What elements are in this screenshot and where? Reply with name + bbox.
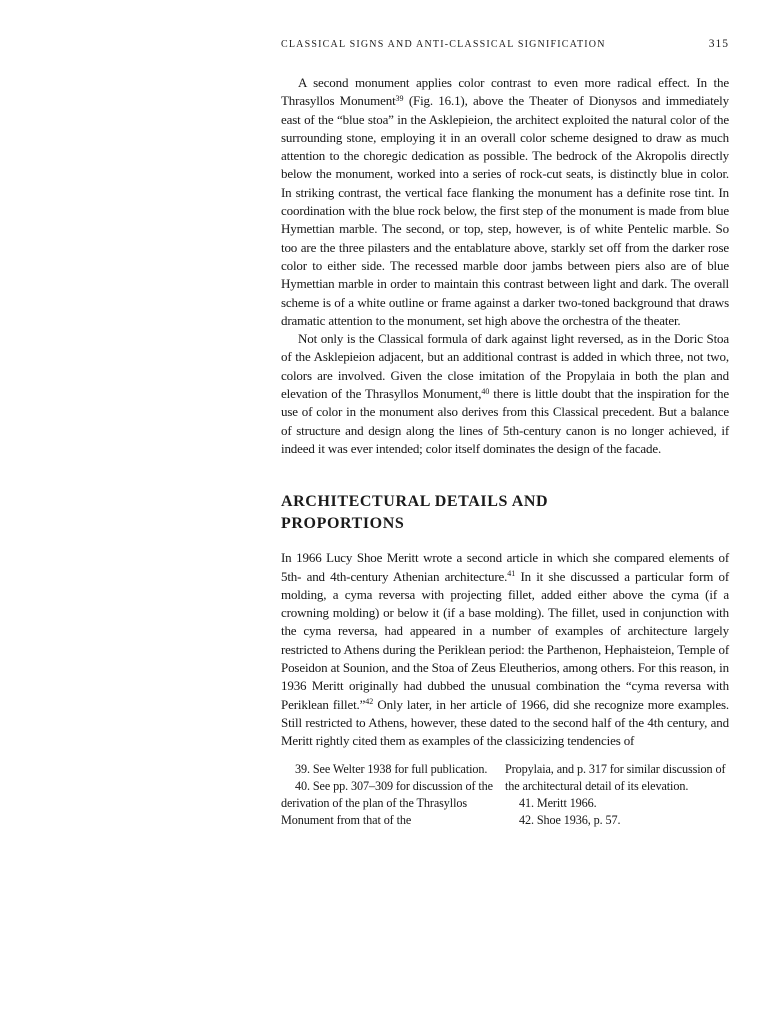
footnote-ref-41: 41 [507, 569, 516, 579]
text-run: In 1966 Lucy Shoe Meritt wrote a second article in which she compared elements of 5th- and 4th-century Athenian architecture. [281, 550, 729, 584]
footnote-ref-40: 40 [481, 386, 490, 396]
running-header [281, 38, 729, 50]
footnote-left-note-1: 39. See Welter 1938 for full publication. [295, 761, 488, 776]
para-thrasyllos-monument [281, 74, 729, 330]
footnote-right-note-2: 41. Meritt 1966. [519, 795, 597, 810]
text-run: A second monument applies color contrast to even more radical effect. In the Thrasyllos Monument [281, 75, 729, 109]
section-paragraphs [281, 549, 729, 750]
para-classical-formula [281, 330, 729, 458]
text-run: there is little doubt that the inspiration for the use of color in the monument also derives from this Classical precedent. But a balance of structure and design along the lines of 5th-century canon is no longer achieved, if indeed it was ever intended; color itself dominates the design of the facade. [281, 386, 729, 456]
footnote-left-note-2: 40. See pp. 307–309 for discussion of the derivation of the plan of the Thrasyllos Monument from that of the [281, 778, 493, 827]
footnotes-right-column [505, 761, 729, 829]
section-heading-line-1: ARCHITECTURAL DETAILS AND [281, 493, 549, 511]
text-run: Only later, in her article of 1966, did she recognize more examples. Still restricted to Athens, however, these dated to the second half of the 4th century, and Meritt rightly cited them as examples of the classicizing tendencies of [281, 696, 729, 749]
footnote-ref-42: 42 [365, 697, 374, 707]
para-meritt-article [281, 549, 729, 750]
section-heading [281, 491, 729, 534]
footnotes [281, 761, 729, 829]
footnote-right-note-3: 42. Shoe 1936, p. 57. [519, 812, 621, 827]
section-heading-line-2: PROPORTIONS [281, 514, 405, 532]
footnotes-left-column [281, 761, 493, 829]
footnote-right-note-1: Propylaia, and p. 317 for similar discussion of the architectural detail of its elevation. [505, 761, 726, 793]
intro-paragraphs [281, 74, 729, 458]
running-title: CLASSICAL SIGNS AND ANTI-CLASSICAL SIGNIFICATION [281, 39, 606, 50]
text-run: (Fig. 16.1), above the Theater of Dionysos and immediately east of the “blue stoa” in the Asklepieion, the architect exploited the natural color of the surrounding stone, employing it in an overall color scheme designed to draw as much attention to the choregic dedication as possible. The bedrock of the Akropolis directly below the monument, worked into a series of rock-cut seats, is distinctly blue in color. In striking contrast, the vertical face flanking the monument has a definite rose tint. In coordination with the blue rock below, the first step of the monument is made from blue Hymettian marble. The second, or top, step, however, is of white Pentelic marble. So too are the three pilasters and the entablature above, starkly set off from the darker rose color to either side. The recessed marble door jambs between piers also are of blue Hymettian marble in order to maintain this contrast between light and dark. The overall scheme is of a white outline or frame against a darker two-toned background that draws dramatic attention to the monument, set high above the orchestra of the theater. [281, 93, 729, 328]
page-number: 315 [708, 38, 729, 50]
text-run: In it she discussed a particular form of molding, a cyma reversa with projecting fillet, added either above the cyma (if a crowning molding) or below it (if a base molding). The fillet, used in conjunction with the cyma reversa, had appeared in a number of examples of architecture largely restricted to Athens during the Periklean period: the Parthenon, Hephaisteion, Temple of Poseidon at Sounion, and the Stoa of Zeus Eleutherios, among others. For this reason, in 1936 Meritt originally had dubbed the unusual combination the “cyma reversa with Periklean fillet.” [281, 568, 729, 712]
text-column [281, 74, 729, 829]
text-run: Not only is the Classical formula of dark against light reversed, as in the Doric Stoa of the Asklepieion adjacent, but an additional contrast is added in which three, not two, colors are involved. Given the close imitation of the Propylaia in both the plan and elevation of the Thrasyllos Monument, [281, 331, 729, 402]
footnote-ref-39: 39 [395, 93, 404, 103]
